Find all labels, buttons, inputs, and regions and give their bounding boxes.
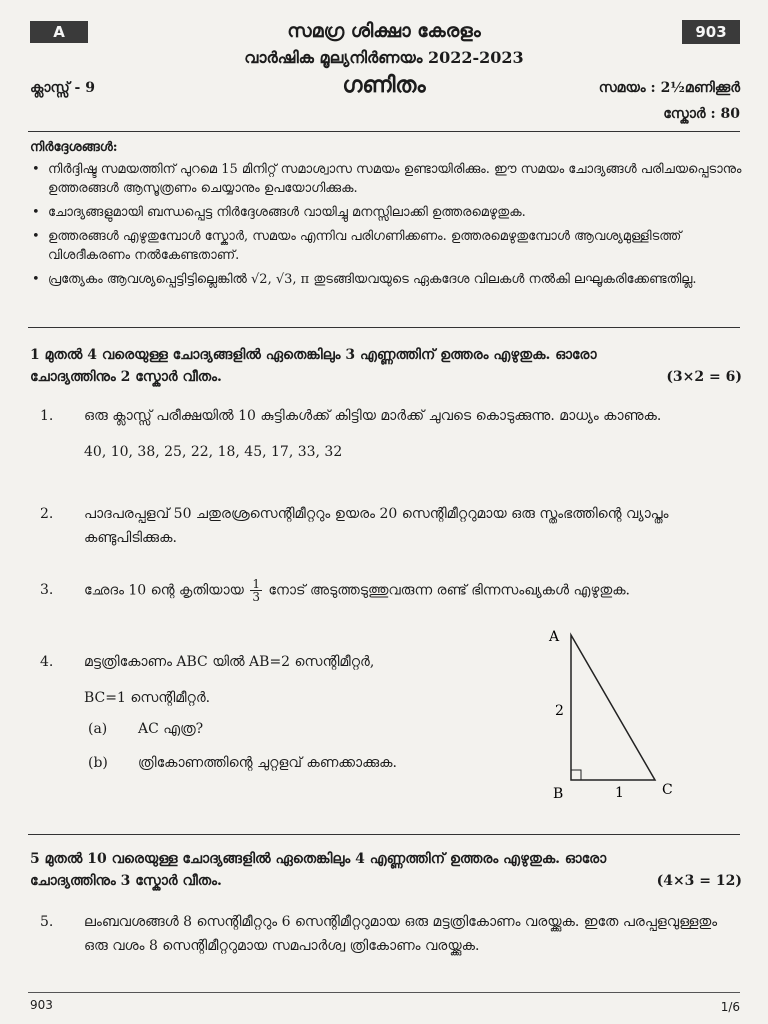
bullet-icon: • bbox=[32, 229, 40, 244]
question-1: 1. ഒരു ക്ലാസ്സ് പരീക്ഷയിൽ 10 കുട്ടികൾക്ക് കിട്ടിയ മാർക്ക് ചുവടെ കൊടുക്കുന്നു. മാധ്യം കാണുക. 40, 10, 38, 25, 22, 18, 45, 17, 33, 32 bbox=[30, 404, 742, 464]
set-badge: A bbox=[30, 21, 88, 43]
instruction-item: • ഉത്തരങ്ങൾ എഴുതുമ്പോൾ സ്കോർ, സമയം എന്നിവ പരിഗണിക്കണം. ഉത്തരമെഴുതുമ്പോൾ ആവശ്യമുള്ളിടത്ത് വിശദീകരണം നൽകേണ്ടതാണ്. bbox=[32, 229, 682, 263]
instruction-item: • നിർദ്ദിഷ്ട സമയത്തിന് പുറമെ 15 മിനിറ്റ് സമാശ്വാസ സമയം ഉണ്ടായിരിക്കും. ഈ സമയം ചോദ്യങ്ങൾ പരിചയപ്പെടാനും ഉത്തരങ്ങൾ ആസൂത്രണം ചെയ്യാനും ഉപയോഗിക്കുക. bbox=[32, 162, 742, 196]
fraction-one-third: $\frac{1}{3}$ bbox=[252, 577, 260, 604]
question-4: 4. മട്ടത്രികോണം ABC യിൽ AB=2 സെന്റിമീറ്റർ, BC=1 സെന്റിമീറ്റർ. bbox=[40, 654, 375, 706]
footer-divider bbox=[28, 992, 740, 993]
triangle-figure bbox=[535, 625, 685, 805]
instructions-list bbox=[30, 160, 742, 294]
vertex-a-label: A bbox=[549, 629, 560, 645]
footer-code: 903 bbox=[30, 998, 53, 1012]
page-number: 1/6 bbox=[720, 1000, 740, 1014]
vertex-c-label: C bbox=[662, 782, 673, 798]
header-divider bbox=[28, 131, 740, 132]
question-4a-label: (a) bbox=[88, 721, 108, 737]
instruction-item: • പ്രത്യേകം ആവശ്യപ്പെട്ടിട്ടില്ലെങ്കിൽ √2, √3, π തുടങ്ങിയവയുടെ ഏകദേശ വിലകൾ നൽകി ലഘൂകരിക്കേണ്ടതില്ല. bbox=[32, 272, 697, 287]
triangle-abc bbox=[571, 635, 655, 780]
question-4a-text: AC എത്ര? bbox=[138, 721, 204, 737]
section-1-marks: (3×2 = 6) bbox=[666, 369, 742, 385]
question-3: 3. ഛേദം 10 ന്റെ കൃതിയായ $\frac{1}{3}$ നോട് അടുത്തടുത്തുവരുന്ന രണ്ട് ഭിന്നസംഖ്യകൾ എഴുതുക. bbox=[40, 577, 631, 604]
bullet-icon: • bbox=[32, 162, 40, 177]
subject-title: ഗണിതം bbox=[342, 72, 426, 98]
exam-title: വാർഷിക മൂല്യനിർണയം 2022-2023 bbox=[244, 48, 524, 67]
instructions-heading: നിർദ്ദേശങ്ങൾ: bbox=[30, 140, 118, 155]
side-ab-length: 2 bbox=[555, 703, 564, 719]
vertex-b-label: B bbox=[553, 786, 564, 802]
section-1-header: 1 മുതൽ 4 വരെയുള്ള ചോദ്യങ്ങളിൽ ഏതെങ്കിലും 3 എണ്ണത്തിന് ഉത്തരം എഴുതുക. ഓരോ ചോദ്യത്തിനും 2 സ്കോർ വീതം. (3×2 = 6) bbox=[30, 344, 742, 388]
section-2-marks: (4×3 = 12) bbox=[656, 873, 742, 889]
question-5: 5. ലംബവശങ്ങൾ 8 സെന്റിമീറ്ററും 6 സെന്റിമീറ്ററുമായ ഒരു മട്ടത്രികോണം വരയ്ക്കുക. ഇതേ പരപ്പളവുള്ളതും ഒരു വശം 8 സെന്റിമീറ്ററുമായ സമപാർശ്വ ത്രികോണം വരയ്ക്കുക. bbox=[40, 914, 718, 954]
question-4b-label: (b) bbox=[88, 755, 108, 771]
score-label: സ്കോർ : 80 bbox=[663, 106, 740, 122]
question-2: 2. പാദപരപ്പളവ് 50 ചതുരശ്രസെന്റിമീറ്ററും ഉയരം 20 സെന്റിമീറ്ററുമായ ഒരു സ്തംഭത്തിന്റെ വ്യാപ്തം കണ്ടുപിടിക്കുക. bbox=[40, 506, 669, 546]
instructions-divider bbox=[28, 327, 740, 328]
bullet-icon: • bbox=[32, 272, 40, 287]
bullet-icon: • bbox=[32, 205, 40, 220]
right-angle-mark bbox=[571, 770, 581, 780]
instruction-item: • ചോദ്യങ്ങളുമായി ബന്ധപ്പെട്ട നിർദ്ദേശങ്ങൾ വായിച്ചു മനസ്സിലാക്കി ഉത്തരമെഴുതുക. bbox=[32, 205, 526, 220]
section-divider bbox=[28, 834, 740, 835]
org-title: സമഗ്ര ശിക്ഷാ കേരളം bbox=[287, 20, 481, 42]
side-bc-length: 1 bbox=[615, 785, 624, 801]
time-label: സമയം : 2½മണിക്കൂർ bbox=[598, 80, 740, 96]
question-4b-text: ത്രികോണത്തിന്റെ ചുറ്റളവ് കണക്കാക്കുക. bbox=[138, 755, 397, 771]
class-label: ക്ലാസ്സ് - 9 bbox=[30, 80, 95, 96]
question-1-data: 40, 10, 38, 25, 22, 18, 45, 17, 33, 32 bbox=[84, 444, 343, 460]
code-badge: 903 bbox=[682, 20, 740, 44]
section-2-header: 5 മുതൽ 10 വരെയുള്ള ചോദ്യങ്ങളിൽ ഏതെങ്കിലും 4 എണ്ണത്തിന് ഉത്തരം എഴുതുക. ഓരോ ചോദ്യത്തിനും 3 സ്കോർ വീതം. (4×3 = 12) bbox=[30, 848, 742, 892]
